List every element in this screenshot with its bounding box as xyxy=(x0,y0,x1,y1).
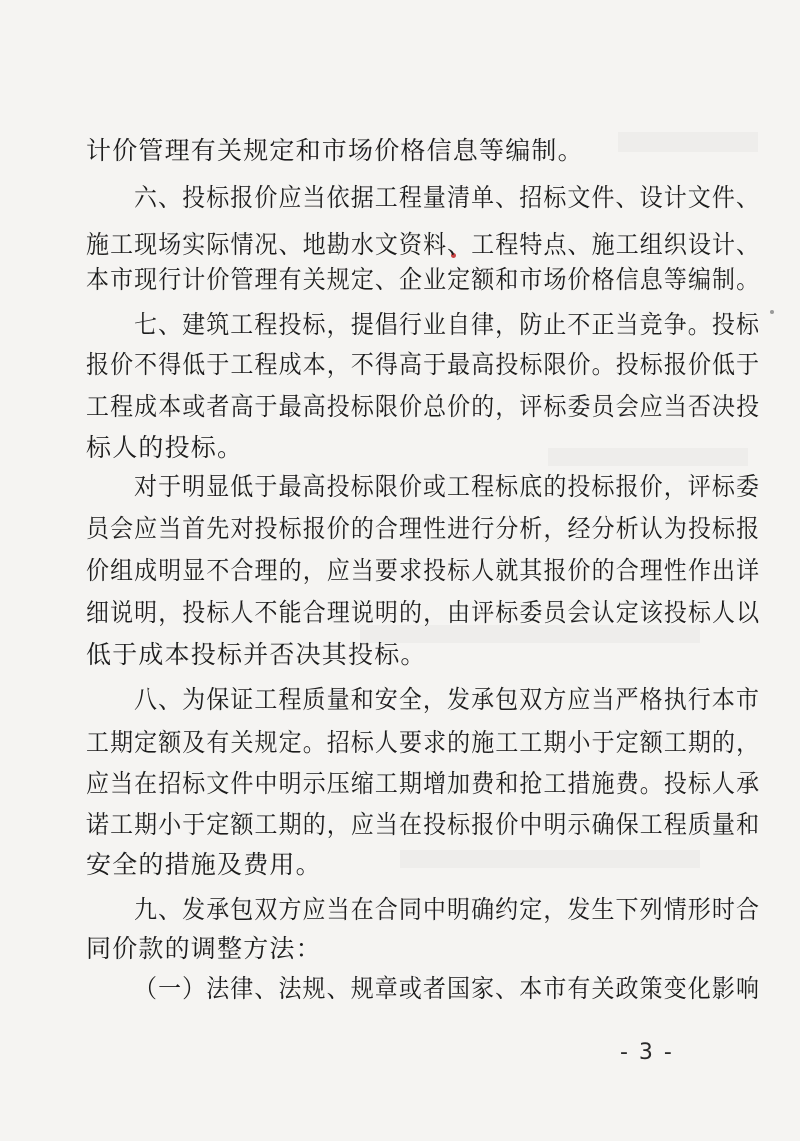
text-line xyxy=(0,387,800,427)
line-text: 七、建筑工程投标，提倡行业自律，防止不正当竞争。投标 xyxy=(134,310,761,339)
text-line xyxy=(0,260,800,300)
line-text: 计价管理有关规定和市场价格信息等编制。 xyxy=(86,136,584,165)
text-line xyxy=(0,509,800,549)
text-line xyxy=(0,890,800,930)
text-line xyxy=(0,178,800,218)
line-text: 八、为保证工程质量和安全，发承包双方应当严格执行本市 xyxy=(134,685,761,714)
page-number: - 3 - xyxy=(620,1040,674,1065)
line-text: 低于成本投标并否决其投标。 xyxy=(86,640,427,669)
line-text: 应当在招标文件中明示压缩工期增加费和抢工措施费。投标人承 xyxy=(86,769,761,798)
text-line xyxy=(0,680,800,720)
line-text: 细说明，投标人不能合理说明的，由评标委员会认定该投标人以 xyxy=(86,598,761,627)
line-text: （一）法律、法规、规章或者国家、本市有关政策变化影响 xyxy=(134,974,761,1003)
text-line xyxy=(0,929,800,969)
text-line xyxy=(0,551,800,591)
line-text: 员会应当首先对投标报价的合理性进行分析，经分析认为投标报 xyxy=(86,514,761,543)
text-line xyxy=(0,723,800,763)
text-line xyxy=(0,428,800,468)
line-text: 报价不得低于工程成本，不得高于最高投标限价。投标报价低于 xyxy=(86,350,761,379)
text-line xyxy=(0,131,800,171)
line-text: 安全的措施及费用。 xyxy=(86,850,322,879)
line-text: 施工现场实际情况、地勘水文资料、工程特点、施工组织设计、 xyxy=(86,230,761,259)
text-line xyxy=(0,225,800,265)
text-line xyxy=(0,593,800,633)
line-text: 对于明显低于最高投标限价或工程标底的投标报价，评标委 xyxy=(134,472,761,501)
text-line xyxy=(0,969,800,1009)
text-line xyxy=(0,305,800,345)
line-text: 六、投标报价应当依据工程量清单、招标文件、设计文件、 xyxy=(134,183,761,212)
line-text: 诺工期小于定额工期的，应当在投标报价中明示确保工程质量和 xyxy=(86,810,761,839)
text-line xyxy=(0,764,800,804)
line-text: 标人的投标。 xyxy=(86,433,244,462)
line-text: 价组成明显不合理的，应当要求投标人就其报价的合理性作出详 xyxy=(86,556,761,585)
text-line xyxy=(0,345,800,385)
text-line xyxy=(0,635,800,675)
line-text: 九、发承包双方应当在合同中明确约定，发生下列情形时合 xyxy=(134,895,761,924)
text-line xyxy=(0,845,800,885)
line-text: 工期定额及有关规定。招标人要求的施工工期小于定额工期的， xyxy=(86,728,761,757)
text-line xyxy=(0,467,800,507)
line-text: 工程成本或者高于最高投标限价总价的，评标委员会应当否决投 xyxy=(86,392,761,421)
line-text: 本市现行计价管理有关规定、企业定额和市场价格信息等编制。 xyxy=(86,265,761,294)
text-line xyxy=(0,805,800,845)
line-text: 同价款的调整方法： xyxy=(86,934,322,963)
